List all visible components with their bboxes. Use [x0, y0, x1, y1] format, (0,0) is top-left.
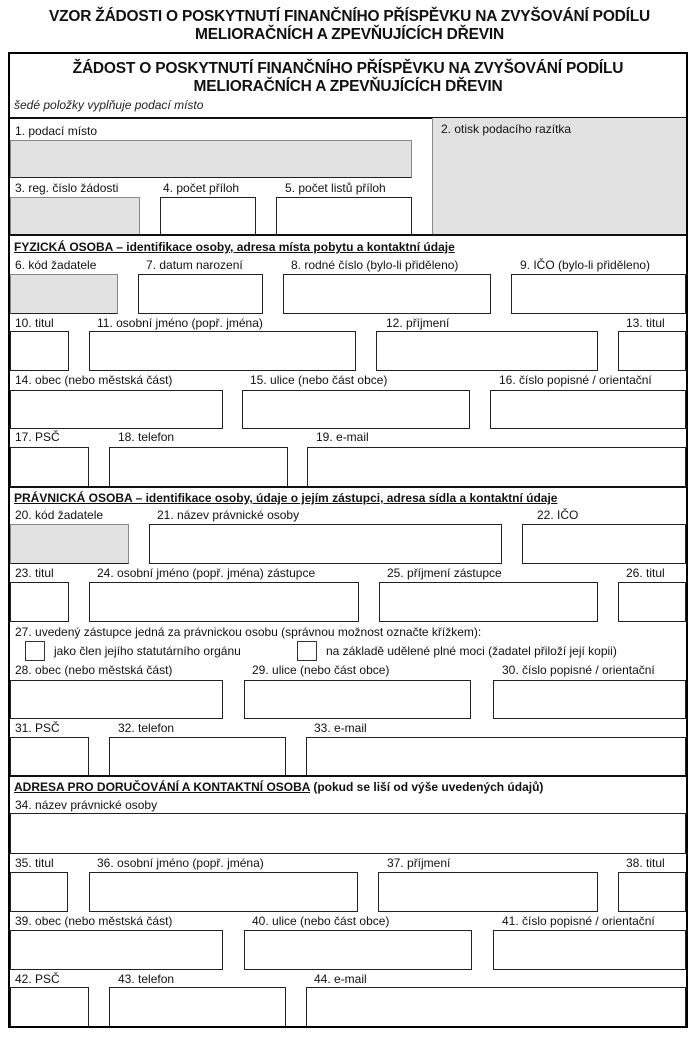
section-legal-person: PRÁVNICKÁ OSOBA – identifikace osoby, údaje o jejím zástupci, adresa sídla a kontaktní údaje [14, 491, 558, 505]
label-f18: 18. telefon [118, 430, 175, 444]
label-f17: 17. PSČ [15, 430, 60, 444]
field-titul-pred-zast[interactable] [10, 582, 69, 622]
field-ulice-doruceni[interactable] [244, 930, 472, 970]
label-f7: 7. datum narození [146, 258, 243, 272]
label-f4: 4. počet příloh [163, 181, 240, 195]
divider [10, 486, 686, 488]
form-title-line1: ŽÁDOST O POSKYTNUTÍ FINANČNÍHO PŘÍSPĚVKU NA ZVYŠOVÁNÍ PODÍLU [72, 60, 624, 77]
field-titul-za-kontakt[interactable] [618, 872, 686, 912]
field-rodne-cislo[interactable] [283, 274, 491, 314]
section-delivery-address: ADRESA PRO DORUČOVÁNÍ A KONTAKTNÍ OSOBA (pokud se liší od výše uvedených údajů) [14, 780, 544, 794]
field-ulice[interactable] [242, 390, 470, 429]
gray-fields-note: šedé položky vyplňuje podací místo [14, 98, 204, 112]
label-f40: 40. ulice (nebo část obce) [252, 914, 390, 928]
label-f42: 42. PSČ [15, 972, 60, 986]
label-f20: 20. kód žadatele [15, 508, 104, 522]
label-f37: 37. příjmení [387, 856, 451, 870]
label-f41: 41. číslo popisné / orientační [502, 914, 655, 928]
label-f9: 9. IČO (bylo-li přiděleno) [520, 258, 651, 272]
label-f44: 44. e-mail [314, 972, 367, 986]
field-obec[interactable] [10, 390, 223, 429]
field-telefon-doruceni[interactable] [109, 987, 286, 1026]
label-f26: 26. titul [626, 566, 665, 580]
label-f43: 43. telefon [118, 972, 175, 986]
label-f36: 36. osobní jméno (popř. jména) [97, 856, 264, 870]
field-telefon-po[interactable] [109, 737, 286, 775]
field-ico[interactable] [511, 274, 686, 314]
label-f25: 25. příjmení zástupce [387, 566, 502, 580]
field-jmeno-kontakt[interactable] [89, 872, 358, 912]
field-titul-pred[interactable] [10, 331, 69, 371]
label-f34: 34. název právnické osoby [15, 798, 158, 812]
field-prijmeni[interactable] [376, 331, 598, 371]
label-f1: 1. podací místo [15, 124, 98, 138]
checkbox-power-of-attorney[interactable] [297, 641, 317, 661]
label-f33: 33. e-mail [314, 721, 367, 735]
label-f14: 14. obec (nebo městská část) [15, 373, 173, 387]
label-opt-b: na základě udělené plné moci (žadatel přiloží její kopii) [326, 644, 617, 658]
field-nazev-po-doruceni[interactable] [10, 813, 686, 854]
field-psc-doruceni[interactable] [10, 987, 89, 1026]
field-pocet-listu[interactable] [276, 197, 412, 234]
field-cislo-popisne-doruceni[interactable] [493, 930, 686, 970]
field-titul-za-zast[interactable] [618, 582, 686, 622]
label-f15: 15. ulice (nebo část obce) [250, 373, 388, 387]
field-pocet-priloh[interactable] [160, 197, 256, 234]
page-title-line2: MELIORAČNÍCH A ZPEVŇUJÍCÍCH DŘEVIN [195, 26, 504, 43]
field-cislo-popisne-po[interactable] [493, 680, 686, 719]
label-f30: 30. číslo popisné / orientační [502, 663, 655, 677]
label-f12: 12. příjmení [386, 316, 450, 330]
field-obec-doruceni[interactable] [10, 930, 223, 970]
field-prijmeni-kontakt[interactable] [378, 872, 598, 912]
page-title-line1: VZOR ŽÁDOSTI O POSKYTNUTÍ FINANČNÍHO PŘÍSPĚVKU NA ZVYŠOVÁNÍ PODÍLU [48, 8, 651, 25]
label-f27: 27. uvedený zástupce jedná za právnickou osobu (správnou možnost označte křížkem): [15, 625, 482, 639]
label-opt-a: jako člen jejího statutárního orgánu [54, 644, 241, 658]
form-title-line2: MELIORAČNÍCH A ZPEVŇUJÍCÍCH DŘEVIN [193, 78, 503, 95]
label-f39: 39. obec (nebo městská část) [15, 914, 173, 928]
field-email-doruceni[interactable] [306, 987, 686, 1026]
label-f16: 16. číslo popisné / orientační [499, 373, 652, 387]
field-titul-za[interactable] [618, 331, 686, 371]
field-ico-po[interactable] [522, 524, 686, 564]
label-f29: 29. ulice (nebo část obce) [252, 663, 390, 677]
label-f23: 23. titul [15, 566, 54, 580]
divider [10, 775, 686, 777]
field-psc-po[interactable] [10, 737, 89, 775]
field-prijmeni-zast[interactable] [379, 582, 598, 622]
field-titul-pred-kontakt[interactable] [10, 872, 68, 912]
field-jmeno-zast[interactable] [89, 582, 359, 622]
field-nazev-po[interactable] [149, 524, 502, 564]
field-reg-cislo [10, 197, 140, 234]
label-f22: 22. IČO [537, 508, 579, 522]
field-cislo-popisne[interactable] [490, 390, 686, 429]
label-f3: 3. reg. číslo žádosti [15, 181, 119, 195]
label-f19: 19. e-mail [316, 430, 369, 444]
field-osobni-jmeno[interactable] [89, 331, 356, 371]
label-f10: 10. titul [15, 316, 54, 330]
label-f32: 32. telefon [118, 721, 175, 735]
divider [10, 234, 686, 236]
field-kod-zadatele-po [10, 524, 129, 564]
field-email-po[interactable] [306, 737, 686, 775]
label-f2: 2. otisk podacího razítka [441, 122, 572, 136]
label-f5: 5. počet listů příloh [285, 181, 386, 195]
label-f31: 31. PSČ [15, 721, 60, 735]
label-f28: 28. obec (nebo městská část) [15, 663, 173, 677]
field-psc[interactable] [10, 447, 89, 486]
field-ulice-po[interactable] [244, 680, 471, 719]
field-email[interactable] [307, 447, 686, 486]
field-datum-narozeni[interactable] [138, 274, 263, 314]
field-obec-po[interactable] [10, 680, 223, 719]
label-f24: 24. osobní jméno (popř. jména) zástupce [97, 566, 316, 580]
field-podaci-misto [10, 140, 412, 178]
label-f13: 13. titul [626, 316, 665, 330]
checkbox-statutory-body[interactable] [25, 641, 45, 661]
label-f11: 11. osobní jméno (popř. jména) [97, 316, 263, 330]
section-natural-person: FYZICKÁ OSOBA – identifikace osoby, adresa místa pobytu a kontaktní údaje [14, 240, 455, 254]
label-f38: 38. titul [626, 856, 665, 870]
label-f8: 8. rodné číslo (bylo-li přiděleno) [291, 258, 459, 272]
label-f35: 35. titul [15, 856, 54, 870]
label-f21: 21. název právnické osoby [157, 508, 300, 522]
field-telefon[interactable] [109, 447, 288, 486]
label-f6: 6. kód žadatele [15, 258, 97, 272]
field-kod-zadatele [10, 274, 118, 314]
